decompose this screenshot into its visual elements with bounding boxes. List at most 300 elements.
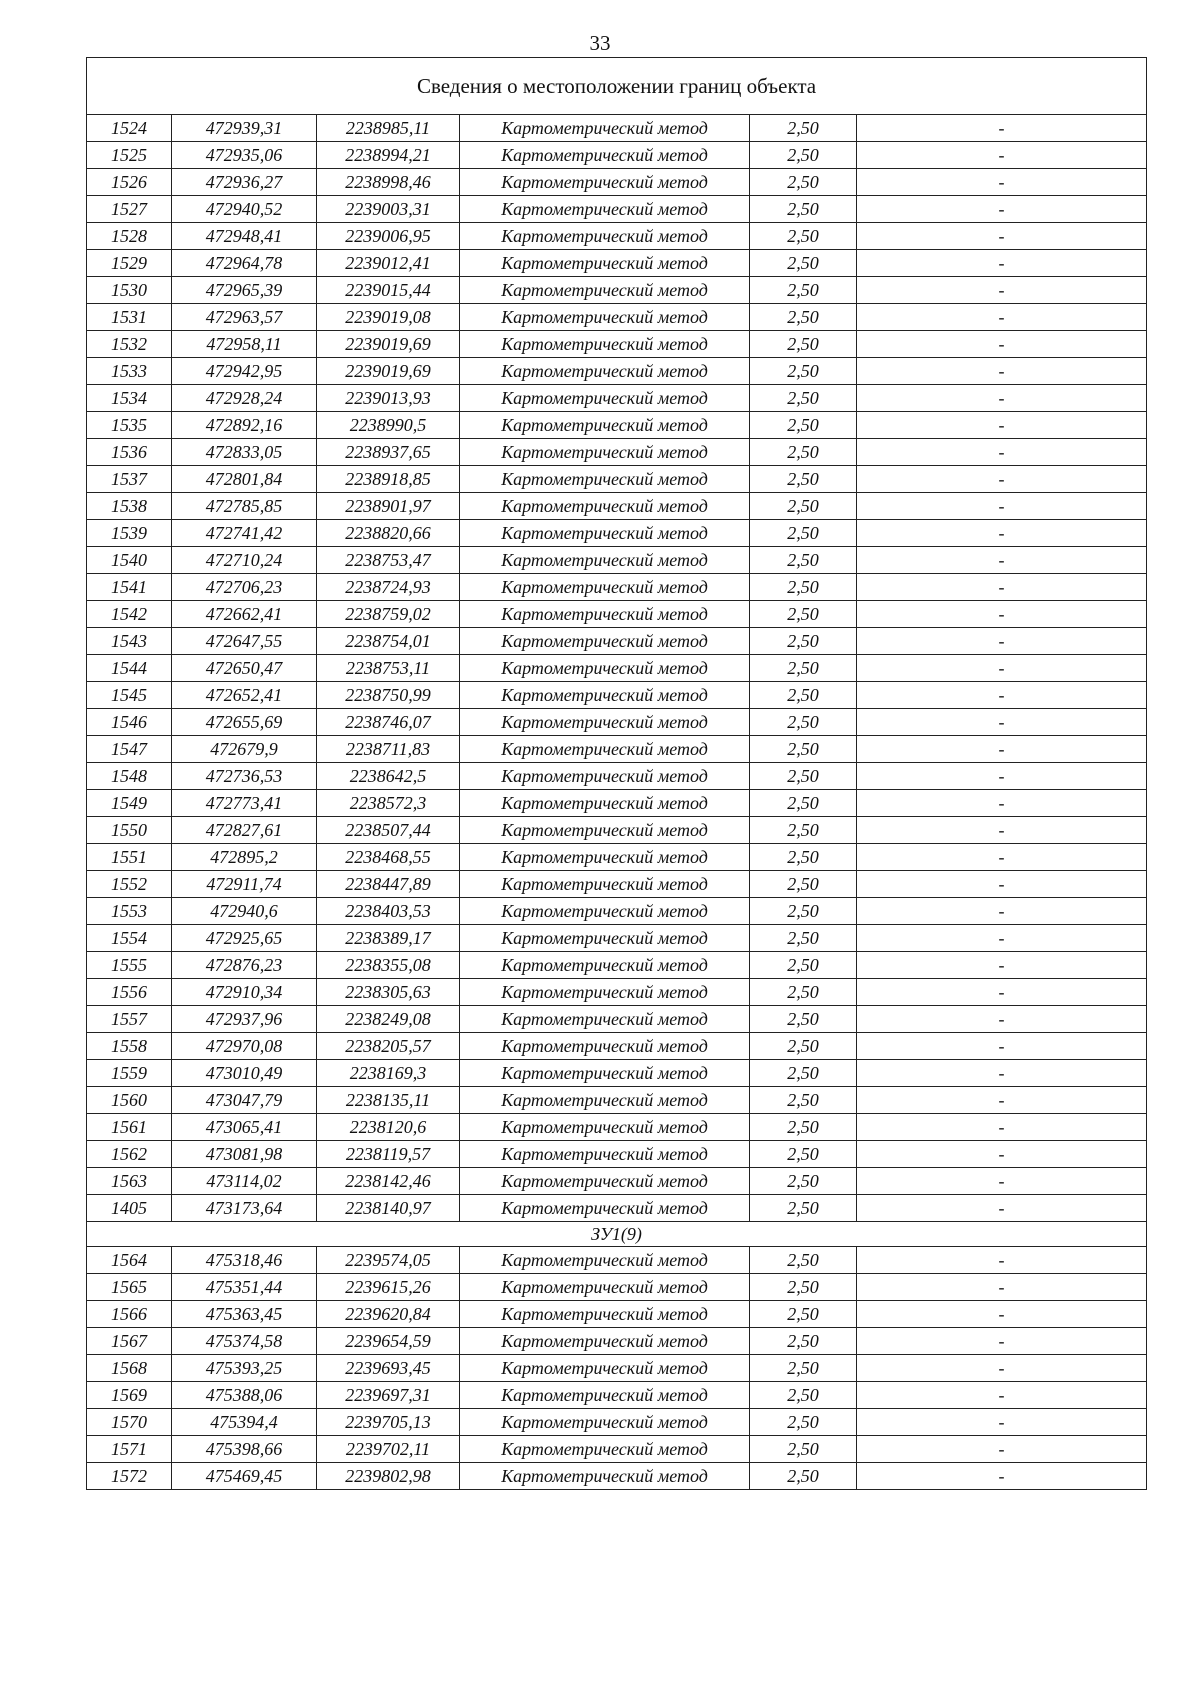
page-number: 33 (589, 31, 611, 55)
coord-y-cell: 2238994,21 (317, 142, 460, 169)
table-row (87, 952, 1147, 979)
method-cell: Картометрический метод (460, 1328, 750, 1355)
coord-x-cell: 472773,41 (172, 790, 317, 817)
accuracy-cell: 2,50 (750, 682, 857, 709)
method-cell: Картометрический метод (460, 1301, 750, 1328)
table-row (87, 1328, 1147, 1355)
table-row (87, 304, 1147, 331)
coord-x-cell: 472710,24 (172, 547, 317, 574)
note-cell: - (857, 1247, 1147, 1274)
method-cell: Картометрический метод (460, 898, 750, 925)
table-row (87, 1195, 1147, 1222)
table-title-row (87, 58, 1147, 115)
coord-x-cell: 472833,05 (172, 439, 317, 466)
note-cell: - (857, 439, 1147, 466)
section-row (87, 1222, 1147, 1247)
coord-y-cell: 2238507,44 (317, 817, 460, 844)
coord-x-cell: 472939,31 (172, 115, 317, 142)
table-row (87, 736, 1147, 763)
coord-y-cell: 2239003,31 (317, 196, 460, 223)
method-cell: Картометрический метод (460, 655, 750, 682)
accuracy-cell: 2,50 (750, 763, 857, 790)
coord-x-cell: 472935,06 (172, 142, 317, 169)
note-cell: - (857, 1409, 1147, 1436)
coord-x-cell: 472801,84 (172, 466, 317, 493)
point-number-cell: 1557 (87, 1006, 172, 1033)
table-row (87, 709, 1147, 736)
table-title: Сведения о местоположении границ объекта (87, 58, 1147, 115)
accuracy-cell: 2,50 (750, 520, 857, 547)
point-number-cell: 1561 (87, 1114, 172, 1141)
coord-y-cell: 2238120,6 (317, 1114, 460, 1141)
point-number-cell: 1530 (87, 277, 172, 304)
method-cell: Картометрический метод (460, 871, 750, 898)
table-row (87, 331, 1147, 358)
table-row (87, 1409, 1147, 1436)
method-cell: Картометрический метод (460, 1195, 750, 1222)
method-cell: Картометрический метод (460, 790, 750, 817)
coord-x-cell: 472937,96 (172, 1006, 317, 1033)
coord-x-cell: 475318,46 (172, 1247, 317, 1274)
note-cell: - (857, 412, 1147, 439)
note-cell: - (857, 520, 1147, 547)
coord-y-cell: 2238447,89 (317, 871, 460, 898)
method-cell: Картометрический метод (460, 1274, 750, 1301)
point-number-cell: 1531 (87, 304, 172, 331)
table-row (87, 1141, 1147, 1168)
coord-y-cell: 2238142,46 (317, 1168, 460, 1195)
coord-x-cell: 473081,98 (172, 1141, 317, 1168)
coord-y-cell: 2239802,98 (317, 1463, 460, 1490)
coord-x-cell: 472647,55 (172, 628, 317, 655)
accuracy-cell: 2,50 (750, 1168, 857, 1195)
note-cell: - (857, 196, 1147, 223)
method-cell: Картометрический метод (460, 304, 750, 331)
note-cell: - (857, 115, 1147, 142)
table-row (87, 250, 1147, 277)
coord-x-cell: 472662,41 (172, 601, 317, 628)
table-row (87, 466, 1147, 493)
coord-y-cell: 2238820,66 (317, 520, 460, 547)
coord-y-cell: 2238403,53 (317, 898, 460, 925)
coord-x-cell: 472958,11 (172, 331, 317, 358)
coord-x-cell: 473010,49 (172, 1060, 317, 1087)
note-cell: - (857, 1060, 1147, 1087)
table-row (87, 1436, 1147, 1463)
method-cell: Картометрический метод (460, 817, 750, 844)
point-number-cell: 1543 (87, 628, 172, 655)
note-cell: - (857, 844, 1147, 871)
coord-y-cell: 2238135,11 (317, 1087, 460, 1114)
note-cell: - (857, 358, 1147, 385)
method-cell: Картометрический метод (460, 196, 750, 223)
method-cell: Картометрический метод (460, 682, 750, 709)
accuracy-cell: 2,50 (750, 358, 857, 385)
method-cell: Картометрический метод (460, 1060, 750, 1087)
point-number-cell: 1526 (87, 169, 172, 196)
method-cell: Картометрический метод (460, 277, 750, 304)
coord-y-cell: 2238753,47 (317, 547, 460, 574)
accuracy-cell: 2,50 (750, 1247, 857, 1274)
table-row (87, 115, 1147, 142)
coord-x-cell: 472876,23 (172, 952, 317, 979)
point-number-cell: 1563 (87, 1168, 172, 1195)
coord-y-cell: 2238901,97 (317, 493, 460, 520)
note-cell: - (857, 1382, 1147, 1409)
table-row (87, 574, 1147, 601)
coord-y-cell: 2238305,63 (317, 979, 460, 1006)
note-cell: - (857, 790, 1147, 817)
accuracy-cell: 2,50 (750, 412, 857, 439)
note-cell: - (857, 1436, 1147, 1463)
coord-y-cell: 2239019,08 (317, 304, 460, 331)
point-number-cell: 1565 (87, 1274, 172, 1301)
coord-x-cell: 472785,85 (172, 493, 317, 520)
table-row (87, 1355, 1147, 1382)
coord-x-cell: 473065,41 (172, 1114, 317, 1141)
note-cell: - (857, 1355, 1147, 1382)
method-cell: Картометрический метод (460, 250, 750, 277)
point-number-cell: 1564 (87, 1247, 172, 1274)
table-row (87, 277, 1147, 304)
coord-x-cell: 472706,23 (172, 574, 317, 601)
point-number-cell: 1553 (87, 898, 172, 925)
point-number-cell: 1529 (87, 250, 172, 277)
coord-x-cell: 472964,78 (172, 250, 317, 277)
coord-y-cell: 2238572,3 (317, 790, 460, 817)
accuracy-cell: 2,50 (750, 1382, 857, 1409)
method-cell: Картометрический метод (460, 1168, 750, 1195)
coord-y-cell: 2239697,31 (317, 1382, 460, 1409)
table-row (87, 439, 1147, 466)
note-cell: - (857, 169, 1147, 196)
point-number-cell: 1538 (87, 493, 172, 520)
point-number-cell: 1528 (87, 223, 172, 250)
note-cell: - (857, 871, 1147, 898)
note-cell: - (857, 1463, 1147, 1490)
note-cell: - (857, 142, 1147, 169)
table-row (87, 871, 1147, 898)
note-cell: - (857, 682, 1147, 709)
coord-y-cell: 2238754,01 (317, 628, 460, 655)
point-number-cell: 1541 (87, 574, 172, 601)
coord-y-cell: 2238468,55 (317, 844, 460, 871)
method-cell: Картометрический метод (460, 358, 750, 385)
boundary-table (86, 57, 1147, 1490)
note-cell: - (857, 1274, 1147, 1301)
point-number-cell: 1550 (87, 817, 172, 844)
method-cell: Картометрический метод (460, 493, 750, 520)
method-cell: Картометрический метод (460, 574, 750, 601)
accuracy-cell: 2,50 (750, 1328, 857, 1355)
accuracy-cell: 2,50 (750, 1355, 857, 1382)
accuracy-cell: 2,50 (750, 871, 857, 898)
table-row (87, 655, 1147, 682)
accuracy-cell: 2,50 (750, 655, 857, 682)
coord-y-cell: 2239015,44 (317, 277, 460, 304)
method-cell: Картометрический метод (460, 628, 750, 655)
table-row (87, 790, 1147, 817)
point-number-cell: 1542 (87, 601, 172, 628)
note-cell: - (857, 817, 1147, 844)
table-row (87, 196, 1147, 223)
accuracy-cell: 2,50 (750, 142, 857, 169)
point-number-cell: 1566 (87, 1301, 172, 1328)
method-cell: Картометрический метод (460, 1382, 750, 1409)
section-label: ЗУ1(9) (87, 1222, 1147, 1247)
accuracy-cell: 2,50 (750, 952, 857, 979)
accuracy-cell: 2,50 (750, 1463, 857, 1490)
point-number-cell: 1567 (87, 1328, 172, 1355)
coord-y-cell: 2238249,08 (317, 1006, 460, 1033)
method-cell: Картометрический метод (460, 169, 750, 196)
coord-x-cell: 475393,25 (172, 1355, 317, 1382)
point-number-cell: 1558 (87, 1033, 172, 1060)
table-row (87, 1247, 1147, 1274)
coord-y-cell: 2238759,02 (317, 601, 460, 628)
accuracy-cell: 2,50 (750, 817, 857, 844)
coord-x-cell: 472679,9 (172, 736, 317, 763)
note-cell: - (857, 385, 1147, 412)
accuracy-cell: 2,50 (750, 1409, 857, 1436)
table-row (87, 628, 1147, 655)
coord-x-cell: 472655,69 (172, 709, 317, 736)
coord-x-cell: 472650,47 (172, 655, 317, 682)
point-number-cell: 1547 (87, 736, 172, 763)
method-cell: Картометрический метод (460, 223, 750, 250)
accuracy-cell: 2,50 (750, 1274, 857, 1301)
table-body (87, 58, 1147, 1490)
coord-y-cell: 2238918,85 (317, 466, 460, 493)
method-cell: Картометрический метод (460, 844, 750, 871)
coord-y-cell: 2239574,05 (317, 1247, 460, 1274)
method-cell: Картометрический метод (460, 115, 750, 142)
table-row (87, 385, 1147, 412)
coord-x-cell: 472892,16 (172, 412, 317, 439)
coord-x-cell: 475394,4 (172, 1409, 317, 1436)
accuracy-cell: 2,50 (750, 1195, 857, 1222)
accuracy-cell: 2,50 (750, 331, 857, 358)
point-number-cell: 1568 (87, 1355, 172, 1382)
point-number-cell: 1570 (87, 1409, 172, 1436)
coord-x-cell: 475469,45 (172, 1463, 317, 1490)
coord-y-cell: 2238990,5 (317, 412, 460, 439)
accuracy-cell: 2,50 (750, 547, 857, 574)
coord-x-cell: 473173,64 (172, 1195, 317, 1222)
method-cell: Картометрический метод (460, 547, 750, 574)
note-cell: - (857, 223, 1147, 250)
note-cell: - (857, 763, 1147, 790)
point-number-cell: 1535 (87, 412, 172, 439)
accuracy-cell: 2,50 (750, 1006, 857, 1033)
method-cell: Картометрический метод (460, 412, 750, 439)
coord-x-cell: 475363,45 (172, 1301, 317, 1328)
coord-y-cell: 2238140,97 (317, 1195, 460, 1222)
table-row (87, 1033, 1147, 1060)
table-row (87, 1463, 1147, 1490)
note-cell: - (857, 1301, 1147, 1328)
accuracy-cell: 2,50 (750, 466, 857, 493)
accuracy-cell: 2,50 (750, 1141, 857, 1168)
note-cell: - (857, 1168, 1147, 1195)
table-row (87, 763, 1147, 790)
accuracy-cell: 2,50 (750, 925, 857, 952)
point-number-cell: 1534 (87, 385, 172, 412)
point-number-cell: 1555 (87, 952, 172, 979)
note-cell: - (857, 331, 1147, 358)
table-row (87, 493, 1147, 520)
coord-y-cell: 2238711,83 (317, 736, 460, 763)
coord-x-cell: 472827,61 (172, 817, 317, 844)
method-cell: Картометрический метод (460, 1114, 750, 1141)
note-cell: - (857, 709, 1147, 736)
note-cell: - (857, 628, 1147, 655)
point-number-cell: 1532 (87, 331, 172, 358)
accuracy-cell: 2,50 (750, 1033, 857, 1060)
note-cell: - (857, 1006, 1147, 1033)
table-row (87, 412, 1147, 439)
coord-x-cell: 472936,27 (172, 169, 317, 196)
method-cell: Картометрический метод (460, 1033, 750, 1060)
accuracy-cell: 2,50 (750, 1114, 857, 1141)
table-row (87, 601, 1147, 628)
point-number-cell: 1548 (87, 763, 172, 790)
coord-x-cell: 475398,66 (172, 1436, 317, 1463)
method-cell: Картометрический метод (460, 952, 750, 979)
coord-y-cell: 2238937,65 (317, 439, 460, 466)
point-number-cell: 1540 (87, 547, 172, 574)
coord-x-cell: 472895,2 (172, 844, 317, 871)
accuracy-cell: 2,50 (750, 1087, 857, 1114)
table-row (87, 1301, 1147, 1328)
accuracy-cell: 2,50 (750, 439, 857, 466)
point-number-cell: 1571 (87, 1436, 172, 1463)
coord-y-cell: 2238169,3 (317, 1060, 460, 1087)
point-number-cell: 1545 (87, 682, 172, 709)
accuracy-cell: 2,50 (750, 709, 857, 736)
coord-y-cell: 2238750,99 (317, 682, 460, 709)
coord-y-cell: 2238119,57 (317, 1141, 460, 1168)
table-row (87, 358, 1147, 385)
point-number-cell: 1554 (87, 925, 172, 952)
note-cell: - (857, 1141, 1147, 1168)
coord-x-cell: 472963,57 (172, 304, 317, 331)
coord-y-cell: 2239012,41 (317, 250, 460, 277)
accuracy-cell: 2,50 (750, 304, 857, 331)
coord-y-cell: 2239013,93 (317, 385, 460, 412)
coord-y-cell: 2239019,69 (317, 358, 460, 385)
coord-x-cell: 472948,41 (172, 223, 317, 250)
accuracy-cell: 2,50 (750, 979, 857, 1006)
accuracy-cell: 2,50 (750, 574, 857, 601)
accuracy-cell: 2,50 (750, 628, 857, 655)
method-cell: Картометрический метод (460, 1463, 750, 1490)
accuracy-cell: 2,50 (750, 736, 857, 763)
coord-x-cell: 472970,08 (172, 1033, 317, 1060)
table-row (87, 1087, 1147, 1114)
coord-y-cell: 2238753,11 (317, 655, 460, 682)
table-row (87, 1274, 1147, 1301)
method-cell: Картометрический метод (460, 601, 750, 628)
method-cell: Картометрический метод (460, 1409, 750, 1436)
note-cell: - (857, 466, 1147, 493)
coord-x-cell: 472911,74 (172, 871, 317, 898)
table-row (87, 898, 1147, 925)
method-cell: Картометрический метод (460, 1087, 750, 1114)
table-row (87, 817, 1147, 844)
point-number-cell: 1539 (87, 520, 172, 547)
point-number-cell: 1546 (87, 709, 172, 736)
coord-y-cell: 2239693,45 (317, 1355, 460, 1382)
table-row (87, 1168, 1147, 1195)
point-number-cell: 1524 (87, 115, 172, 142)
point-number-cell: 1551 (87, 844, 172, 871)
point-number-cell: 1569 (87, 1382, 172, 1409)
coord-x-cell: 472652,41 (172, 682, 317, 709)
note-cell: - (857, 1087, 1147, 1114)
coord-y-cell: 2238642,5 (317, 763, 460, 790)
accuracy-cell: 2,50 (750, 1436, 857, 1463)
table-row (87, 223, 1147, 250)
method-cell: Картометрический метод (460, 142, 750, 169)
coord-x-cell: 472940,52 (172, 196, 317, 223)
method-cell: Картометрический метод (460, 763, 750, 790)
method-cell: Картометрический метод (460, 925, 750, 952)
note-cell: - (857, 574, 1147, 601)
coord-y-cell: 2238746,07 (317, 709, 460, 736)
table-row (87, 520, 1147, 547)
coord-x-cell: 472928,24 (172, 385, 317, 412)
table-row (87, 142, 1147, 169)
accuracy-cell: 2,50 (750, 196, 857, 223)
accuracy-cell: 2,50 (750, 385, 857, 412)
note-cell: - (857, 493, 1147, 520)
coord-x-cell: 472910,34 (172, 979, 317, 1006)
table-row (87, 169, 1147, 196)
point-number-cell: 1536 (87, 439, 172, 466)
accuracy-cell: 2,50 (750, 1060, 857, 1087)
point-number-cell: 1405 (87, 1195, 172, 1222)
coord-x-cell: 473114,02 (172, 1168, 317, 1195)
accuracy-cell: 2,50 (750, 493, 857, 520)
coord-y-cell: 2239006,95 (317, 223, 460, 250)
method-cell: Картометрический метод (460, 1247, 750, 1274)
accuracy-cell: 2,50 (750, 169, 857, 196)
point-number-cell: 1560 (87, 1087, 172, 1114)
coord-y-cell: 2239615,26 (317, 1274, 460, 1301)
point-number-cell: 1562 (87, 1141, 172, 1168)
method-cell: Картометрический метод (460, 331, 750, 358)
point-number-cell: 1559 (87, 1060, 172, 1087)
table-row (87, 979, 1147, 1006)
accuracy-cell: 2,50 (750, 115, 857, 142)
point-number-cell: 1552 (87, 871, 172, 898)
note-cell: - (857, 250, 1147, 277)
method-cell: Картометрический метод (460, 1436, 750, 1463)
coord-y-cell: 2238205,57 (317, 1033, 460, 1060)
method-cell: Картометрический метод (460, 1141, 750, 1168)
coord-y-cell: 2239620,84 (317, 1301, 460, 1328)
coord-x-cell: 472965,39 (172, 277, 317, 304)
coord-y-cell: 2239705,13 (317, 1409, 460, 1436)
coord-y-cell: 2239019,69 (317, 331, 460, 358)
method-cell: Картометрический метод (460, 385, 750, 412)
table-row (87, 925, 1147, 952)
method-cell: Картометрический метод (460, 1355, 750, 1382)
note-cell: - (857, 898, 1147, 925)
table-row (87, 682, 1147, 709)
method-cell: Картометрический метод (460, 466, 750, 493)
